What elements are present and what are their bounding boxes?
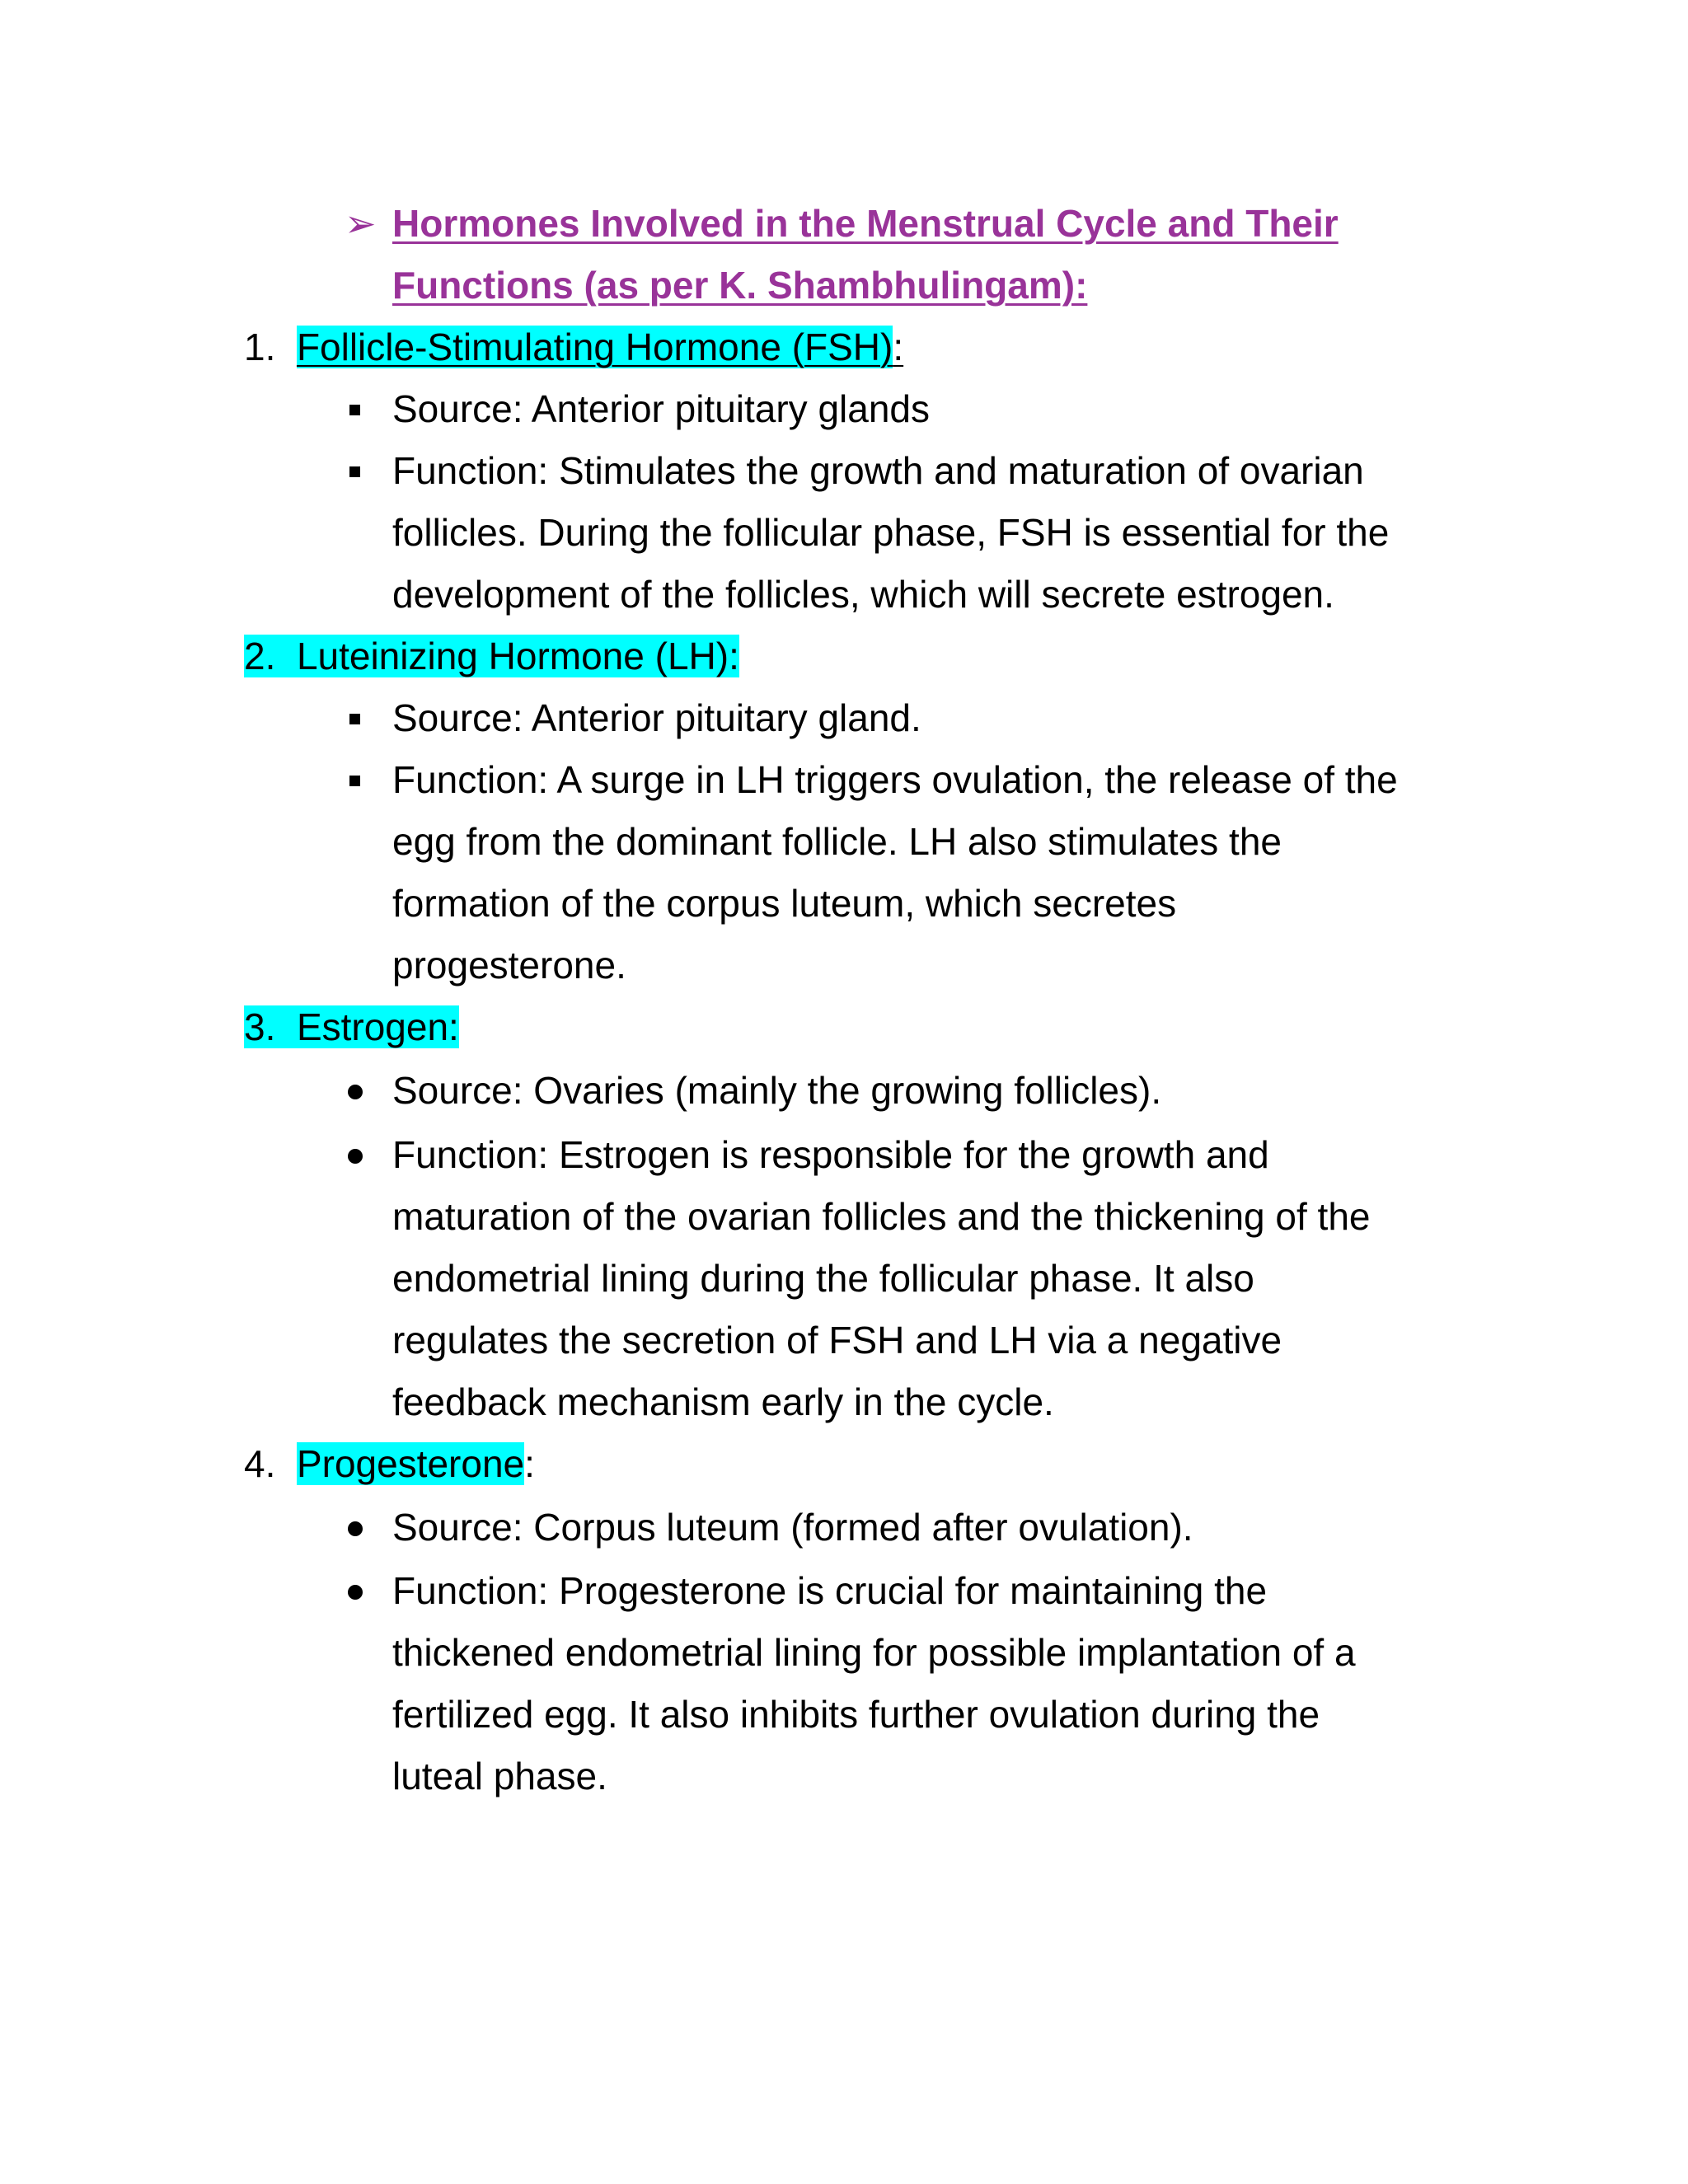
function-text: feedback mechanism early in the cycle. — [392, 1380, 1054, 1423]
source-text: Source: Anterior pituitary gland. — [392, 696, 921, 739]
hormone-name: Luteinizing Hormone (LH): — [296, 635, 739, 677]
source-text: Source: Anterior pituitary glands — [392, 387, 931, 430]
hormone-name: Follicle-Stimulating Hormone (FSH) — [296, 326, 893, 368]
round-bullet-icon — [345, 1560, 369, 1622]
function-text: Function: Stimulates the growth and maturation of ovarian — [392, 449, 1364, 492]
source-text: Source: Ovaries (mainly the growing follicles). — [392, 1069, 1162, 1112]
page-title-line-2: Functions (as per K. Shambhulingam): — [392, 264, 1088, 307]
round-bullet-icon — [345, 1497, 369, 1558]
round-bullet-icon — [345, 1124, 369, 1186]
section-heading-estrogen — [244, 996, 459, 1058]
function-text: formation of the corpus luteum, which secretes — [392, 882, 1177, 925]
function-text: endometrial lining during the follicular phase. It also — [392, 1257, 1254, 1300]
function-text: egg from the dominant follicle. LH also stimulates the — [392, 820, 1282, 863]
function-text: development of the follicles, which will secrete estrogen. — [392, 573, 1334, 616]
function-text: regulates the secretion of FSH and LH via a negative — [392, 1319, 1282, 1361]
function-text: luteal phase. — [392, 1755, 607, 1797]
section-heading-fsh — [244, 316, 903, 378]
function-text: Function: Estrogen is responsible for the growth and — [392, 1133, 1269, 1176]
round-bullet-icon — [345, 1060, 369, 1122]
section-number-and-name — [244, 635, 739, 677]
function-text: Function: Progesterone is crucial for maintaining the — [392, 1569, 1268, 1612]
heading-colon: : — [524, 1442, 535, 1485]
section-number: 4. — [244, 1442, 276, 1485]
section-number-and-name — [244, 1005, 459, 1048]
square-bullet-icon — [345, 749, 369, 811]
section-heading-lh — [244, 626, 739, 687]
hormone-name: Progesterone — [296, 1442, 525, 1485]
heading-colon: : — [893, 326, 904, 368]
function-text: follicles. During the follicular phase, FSH is essential for the — [392, 511, 1390, 554]
function-text: thickened endometrial lining for possible implantation of a — [392, 1631, 1356, 1674]
square-bullet-icon — [345, 378, 369, 440]
section-number: 1. — [244, 326, 276, 368]
section-heading-progesterone — [244, 1433, 535, 1495]
square-bullet-icon — [345, 440, 369, 502]
function-text: Function: A surge in LH triggers ovulation, the release of the — [392, 758, 1398, 801]
hormone-name: Estrogen: — [296, 1005, 459, 1048]
arrow-bullet-icon: ➢ — [345, 202, 377, 245]
section-number: 2. — [244, 635, 276, 677]
page-title-line-1: Hormones Involved in the Menstrual Cycle and Their — [392, 202, 1339, 245]
function-text: progesterone. — [392, 944, 626, 987]
function-text: maturation of the ovarian follicles and the thickening of the — [392, 1195, 1371, 1238]
square-bullet-icon — [345, 687, 369, 749]
source-text: Source: Corpus luteum (formed after ovulation). — [392, 1506, 1193, 1549]
section-number: 3. — [244, 1005, 276, 1048]
function-text: fertilized egg. It also inhibits further ovulation during the — [392, 1693, 1320, 1736]
